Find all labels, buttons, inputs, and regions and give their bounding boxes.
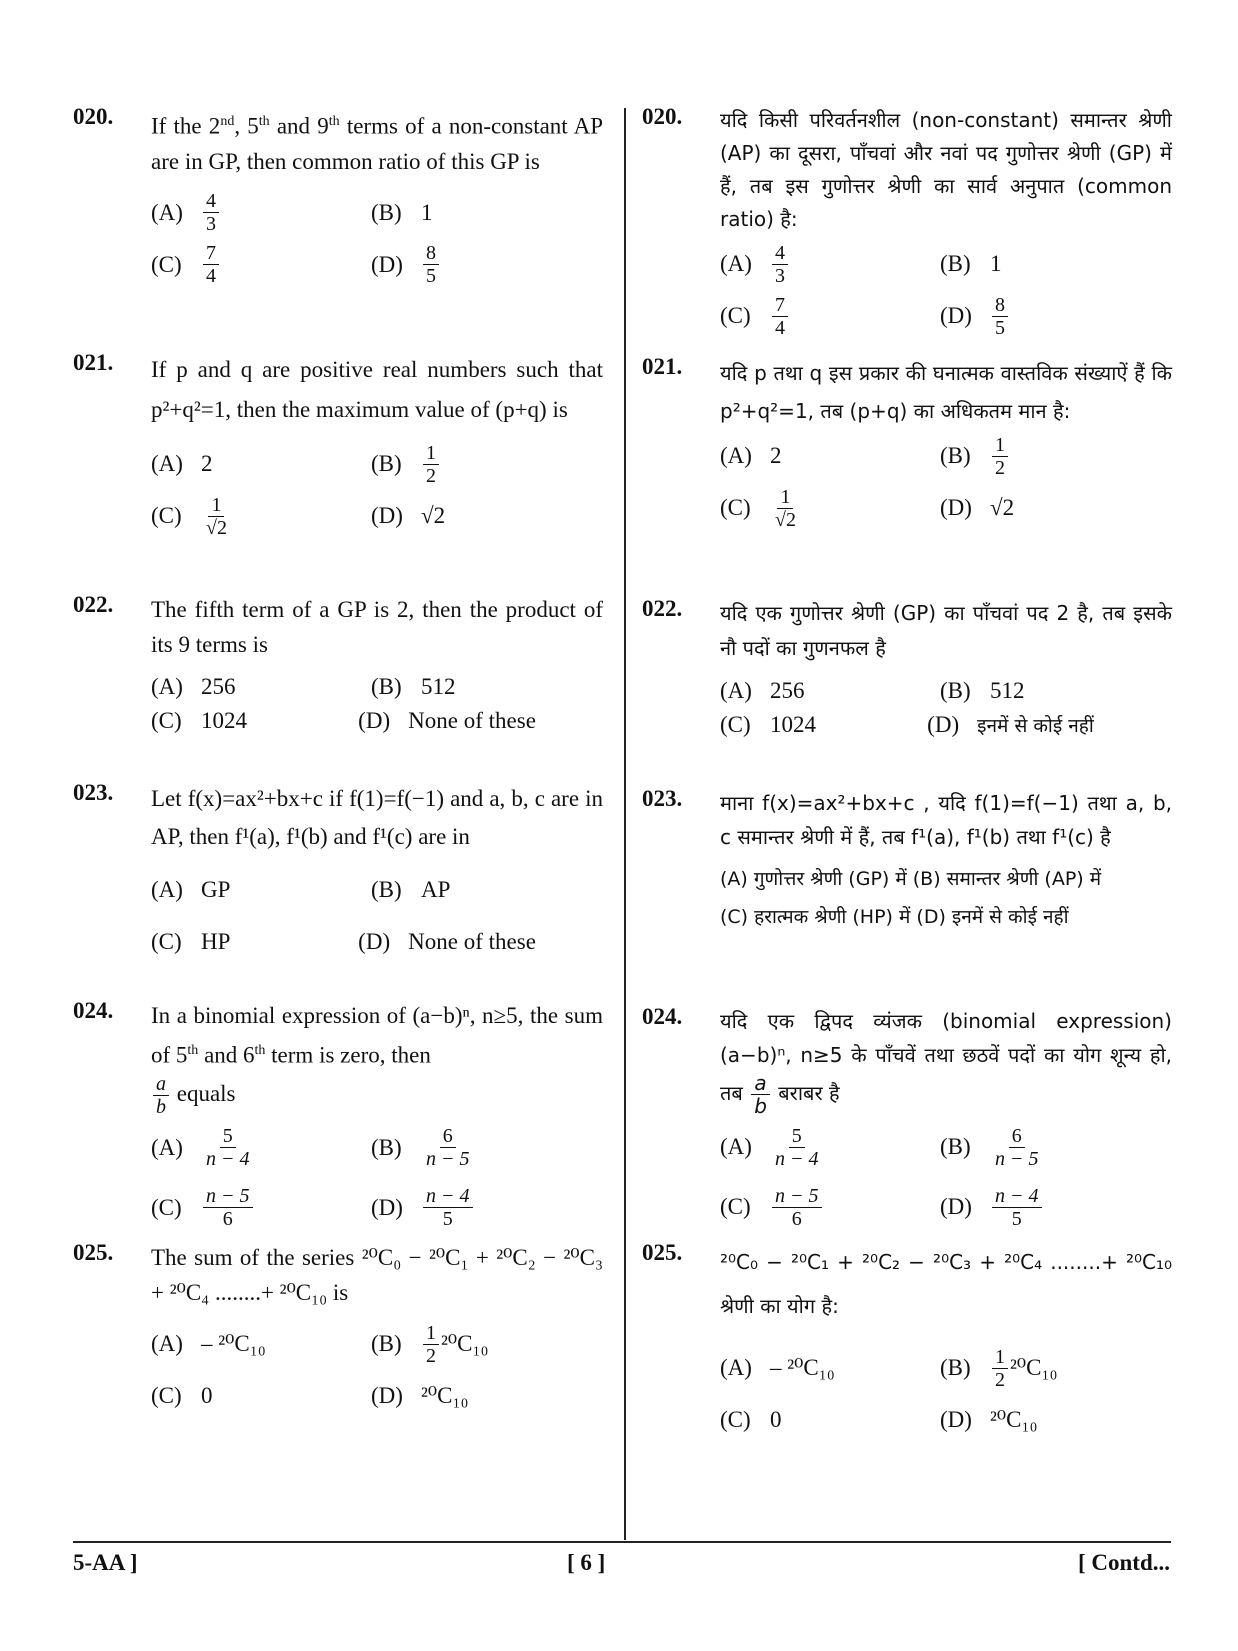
continued-label: [ Contd... xyxy=(1077,1550,1170,1575)
option-c: (C) $\frac{7}{4}$ xyxy=(151,242,371,287)
option-b: (B) $\frac{1}{2}$ xyxy=(940,434,1160,479)
option-d: (D) √2 xyxy=(940,495,1015,520)
question-025-en xyxy=(73,1240,603,1422)
option-d: (D) $\frac{8}{5}$ xyxy=(940,294,1160,339)
option-b: (B) 1 xyxy=(371,199,433,225)
question-text: The sum of the series ²⁰C₀ − ²⁰C₁ + ²⁰C₂ − ²⁰C₃ + ²⁰C₄ ........+ ²⁰C₁₀ is xyxy=(151,1245,603,1305)
options xyxy=(151,438,603,542)
options xyxy=(151,864,603,968)
options xyxy=(720,860,1172,936)
question-020-hi xyxy=(642,104,1172,342)
option-a: (A) 256 xyxy=(151,674,236,699)
question-number: 020. xyxy=(73,104,114,129)
option-b: (B) 512 xyxy=(940,678,1025,703)
question-text: माना f(x)=ax²+bx+c , यदि f(1)=f(−1) तथा a, b, c समान्तर श्रेणी में हैं, तब f¹(a), f¹(b) तथा f¹(c) है xyxy=(720,791,1172,849)
option-c: (C) 1024 xyxy=(720,712,816,737)
option-c: (C) $\frac{7}{4}$ xyxy=(720,294,940,339)
options xyxy=(720,1117,1172,1237)
option-a: (A) $\frac{5}{n - 4}$ xyxy=(151,1125,250,1171)
question-number: 023. xyxy=(642,786,683,811)
options xyxy=(720,1342,1172,1446)
footer-rule xyxy=(73,1541,1171,1543)
question-021-hi xyxy=(642,354,1172,534)
page-number: [ 6 ] xyxy=(567,1550,606,1575)
question-number: 022. xyxy=(642,596,683,621)
option-b: (B) AP xyxy=(371,877,451,902)
question-024-hi xyxy=(642,1004,1172,1237)
option-b: (B) $\frac{1}{2}$ xyxy=(371,442,591,487)
option-d: (D) None of these xyxy=(358,708,536,733)
question-number: 023. xyxy=(73,780,114,805)
option-a: (A) 2 xyxy=(720,443,782,468)
question-text: यदि p तथा q इस प्रकार की घनात्मक वास्तविक संख्याऐं हैं कि p²+q²=1, तब (p+q) का अधिकतम मान है: xyxy=(720,361,1172,423)
question-text: The fifth term of a GP is 2, then the product of its 9 terms is xyxy=(151,597,603,657)
option-c: (C) HP xyxy=(151,929,231,954)
question-021-en xyxy=(73,350,603,542)
option-d: (D) ²⁰C₁₀ xyxy=(940,1407,1038,1432)
option-a: (A) – ²⁰C₁₀ xyxy=(720,1355,835,1380)
question-022-hi xyxy=(642,596,1172,742)
option-c: (C) $\frac{n - 5}{6}$ xyxy=(151,1185,371,1230)
question-text: If the 2nd, 5th and 9th terms of a non-constant AP are in GP, then common ratio of this GP is xyxy=(151,113,604,174)
question-number: 021. xyxy=(73,350,114,375)
question-number: 024. xyxy=(73,998,114,1023)
options xyxy=(151,670,603,738)
option-a: (A) $\frac{5}{n - 4}$ xyxy=(720,1124,819,1170)
option-b: (B) 512 xyxy=(371,674,456,699)
question-number: 025. xyxy=(73,1240,114,1265)
option-a: (A) – ²⁰C₁₀ xyxy=(151,1331,266,1356)
option-d: (D) $\frac{n - 4}{5}$ xyxy=(371,1185,591,1230)
option-c: (C) $\frac{1}{√2}$ xyxy=(720,485,796,531)
option-c: (C) 1024 xyxy=(151,708,247,733)
option-c: (C) 0 xyxy=(151,1383,213,1408)
option-c: (C) $\frac{1}{√2}$ xyxy=(151,493,227,539)
option-b: (B) $\frac{6}{n - 5}$ xyxy=(940,1124,1039,1170)
question-022-en xyxy=(73,592,603,738)
question-number: 022. xyxy=(73,592,114,617)
question-text: यदि किसी परिवर्तनशील (non-constant) समान्तर श्रेणी (AP) का दूसरा, पाँचवां और नवां पद गुणोत्तर श्रेणी (GP) में हैं, तब इस गुणोत्तर श्रेणी का सार्व अनुपात (common ratio) है: xyxy=(720,108,1172,231)
option-a: (A) 2 xyxy=(151,451,213,476)
question-text: यदि एक द्विपद व्यंजक (binomial expression) (a−b)ⁿ, n≥5 के पाँचवें तथा छठवें पदों का योग शून्य हो, तब $\frac{a}{b}$ बराबर है xyxy=(720,1009,1172,1118)
option-d: (D) √2 xyxy=(371,503,446,528)
option-d: (D) $\frac{n - 4}{5}$ xyxy=(940,1185,1160,1230)
question-text: यदि एक गुणोत्तर श्रेणी (GP) का पाँचवां पद 2 है, तब इसके नौ पदों का गुणनफल है xyxy=(720,601,1172,660)
question-number: 024. xyxy=(642,1004,683,1029)
question-023-hi xyxy=(642,786,1172,936)
option-d: (D) इनमें से कोई नहीं xyxy=(927,712,1094,737)
options xyxy=(151,1118,603,1238)
option-d: (D) None of these xyxy=(358,929,536,954)
option-b: (B) $\frac{6}{n - 5}$ xyxy=(371,1125,470,1171)
option-c: (C) $\frac{n - 5}{6}$ xyxy=(720,1185,940,1230)
question-text: If p and q are positive real numbers such that p²+q²=1, then the maximum value of (p+q) is xyxy=(151,357,603,422)
question-number: 020. xyxy=(642,104,683,129)
question-025-hi xyxy=(642,1240,1172,1446)
option-b: (B) 1 xyxy=(940,251,1002,276)
question-020-en xyxy=(73,104,603,291)
question-text: ²⁰C₀ − ²⁰C₁ + ²⁰C₂ − ²⁰C₃ + ²⁰C₄ ........+ ²⁰C₁₀ श्रेणी का योग है: xyxy=(720,1250,1172,1318)
options xyxy=(720,430,1172,534)
option-a: (A) GP xyxy=(151,877,231,902)
options xyxy=(151,1318,603,1422)
option-a: (A) $\frac{4}{3}$ xyxy=(720,242,940,287)
options-row-2: (C) हरात्मक श्रेणी (HP) में (D) इनमें से कोई नहीं xyxy=(720,906,1069,928)
option-c: (C) 0 xyxy=(720,1407,782,1432)
option-d: (D) $\frac{8}{5}$ xyxy=(371,242,591,287)
question-number: 025. xyxy=(642,1240,683,1265)
option-a: (A) 256 xyxy=(720,678,805,703)
question-023-en xyxy=(73,780,603,968)
question-024-en xyxy=(73,998,603,1238)
options-row-1: (A) गुणोत्तर श्रेणी (GP) में (B) समान्तर श्रेणी (AP) में xyxy=(720,868,1102,890)
option-a: (A) $\frac{4}{3}$ xyxy=(151,190,371,235)
question-number: 021. xyxy=(642,354,683,379)
question-text: In a binomial expression of (a−b)ⁿ, n≥5, the sum of 5th and 6th term is zero, then $\frac{a}{b}$ equals xyxy=(151,1003,603,1118)
option-b: (B) $\frac{1}{2}$ ²⁰C₁₀ xyxy=(940,1345,1058,1391)
option-b: (B) $\frac{1}{2}$ ²⁰C₁₀ xyxy=(371,1321,489,1367)
options xyxy=(151,187,603,291)
paper-code: 5-AA ] xyxy=(73,1550,138,1575)
question-text: Let f(x)=ax²+bx+c if f(1)=f(−1) and a, b, c are in AP, then f¹(a), f¹(b) and f¹(c) are in xyxy=(151,786,603,849)
option-d: (D) ²⁰C₁₀ xyxy=(371,1383,469,1408)
column-divider xyxy=(624,108,626,1540)
options xyxy=(720,238,1172,342)
options xyxy=(720,674,1172,742)
